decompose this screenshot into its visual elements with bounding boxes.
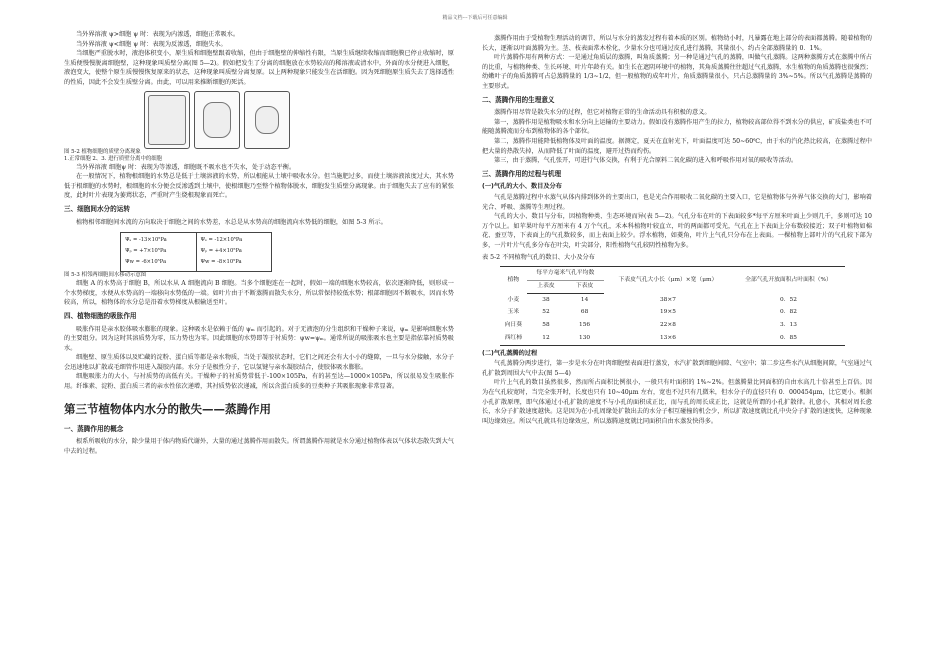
table-cell: 19×5 xyxy=(659,309,676,316)
paragraph: 第一，蒸腾作用是植物吸水和水分向上运输的主要动力。假如没有蒸腾作用产生的拉力，植物较高部位得不到水分的供应，矿质盐类也不可能随蒸腾流而分布到植物体的各个部位。 xyxy=(482,118,872,136)
paragraph: 根系所吸收的水分，除少量用于体内物质代谢外，大量的通过蒸腾作用而散失。所谓蒸腾作用就是水分通过植物体表以气体状态散失到大气中去的过程。 xyxy=(64,438,454,455)
right-column xyxy=(482,34,872,426)
subsection-heading: (一)气孔的大小、数目及分布 xyxy=(482,183,562,191)
paragraph: 气孔的大小、数目与分布，因植物种类、生态环境而异(表 5—2)。气孔分布在叶的下表面较多*每平方厘米叶面上少则几千，多则可达 10 万个以上。如苹果叶每平方厘米有 4 万个气孔，禾本科植物叶较直立，叶的两面都可受光，气孔在上下表面上分布数较接近；双子叶植物如棉花、蚕豆等，下表面上的气孔数较多，而上表面上较少。浮水植物，如菱角，叶片上气孔只分布在上表面。一棵植物上部叶片的气孔较下部为多，一片叶片气孔多分布在叶尖，叶尖部分，阳性植物气孔较阴性植物为多。 xyxy=(482,213,872,249)
table-row xyxy=(500,307,845,320)
paragraph: 第二，蒸腾作用能降低植物体及叶面的温度。据测定，夏天在直射光下，叶面温度可达 50~60℃，由于水的汽化热比较高，在蒸腾过程中把大量的热散失掉，从而降低了叶面的温度，避开过热而灼伤。 xyxy=(482,137,872,155)
section-heading: 二、蒸腾作用的生理意义 xyxy=(482,95,555,104)
paragraph: 细胞 A 的水势高于细胞 B，所以水从 A 细胞流向 B 细胞。当多个细胞连在一起时，假如一端的细胞水势较高，依次逐渐降低，则形成一个水势梯度，水便从水势高的一端移向水势低的一端。如叶片由于不断蒸腾而散失水分，所以常保持较低水势；根部细胞因不断吸水，因而水势较高，所以，植物体的水分总是沿着水势梯度从根输送至叶。 xyxy=(64,280,454,307)
paragraph: 气孔是蒸腾过程中水蒸气从体内排到体外的主要出口，也是光合作用吸收二氧化碳的主要入口，它是植物体与外界气体交换的大门，影响着光合、呼吸、蒸腾等生理过程。 xyxy=(482,193,872,211)
figure-caption: 图 5-3 相邻两细胞间水移动示意图 xyxy=(64,272,147,279)
table-row xyxy=(500,332,845,345)
table-cell: 38×7 xyxy=(659,296,676,303)
paragraph: 当细胞严重脱水时，液泡体积变小，原生质和细胞壁跟着收缩，但由于细胞壁的伸缩性有限，当原生质继续收缩而细胞膜已停止收缩时，原生质便慢慢脱离细胞壁，这种现象叫质壁分离(图 5—2)。假如把发生了分离的细胞放在水势较高的稀溶液或清水中，外面的水分便进入细胞，液泡变大，使整个原生质慢慢恢复原来的状态，这种现象叫质壁分离复原。以上两种现象只能发生在活细胞。因为死细胞原生质失去了选择透性的性质，因此不会发生质壁分离。由此，可以用来推断细胞的死活。 xyxy=(64,50,454,86)
cell-b-water-potential: Ψw = -8×10⁵Pa xyxy=(200,259,242,266)
plasmolysed-cell-drawing xyxy=(244,91,290,149)
table-cell: 58 xyxy=(542,321,550,328)
table-cell: 0．52 xyxy=(780,296,797,303)
table-header-lower: 下表皮 xyxy=(565,280,604,294)
table-cell: 西红柿 xyxy=(500,332,527,345)
paragraph: 植物相邻细胞间水流的方向取决于细胞之间的水势差，水总是从水势高的细胞流向水势低的细胞，如图 5-3 所示。 xyxy=(76,218,387,226)
stomata-table xyxy=(500,266,845,346)
cell-b-box xyxy=(197,233,272,271)
table-header-count: 每平方毫米气孔平均数 xyxy=(527,267,604,281)
table-cell: 3．13 xyxy=(780,321,797,328)
subsection-heading: (二)气孔蒸腾的过程 xyxy=(482,349,538,357)
table-header-plant: 植物 xyxy=(500,267,527,294)
table-header-size: 下表皮气孔大小长（μm）×宽（μm） xyxy=(604,267,732,294)
section-heading: 三、蒸腾作用的过程与机理 xyxy=(482,169,562,178)
table-cell: 52 xyxy=(542,309,550,316)
table-cell: 156 xyxy=(579,321,591,328)
paragraph: 细胞吸胀力的大小，与衬质势的高低有关。干燥种子的衬质势常低于-100×105Pa，有的甚至达—1000×105Pa，所以很易发生吸胀作用。纤维素、淀粉、蛋白质三者的亲水性依次递增，其衬质势依次递减，所以含蛋白质多的豆类种子其吸胀现象非常显著。 xyxy=(64,373,454,391)
table-header-area: 全部气孔开放面积占叶面积（%） xyxy=(732,267,845,294)
paragraph: 叶片蒸腾作用有两种方式：一是通过角质层的蒸腾，叫角质蒸腾；另一种是通过气孔的蒸腾，叫做气孔蒸腾。这两种蒸腾方式在蒸腾中所占的比重，与植物种类、生长环境、叶片年龄有关。如生长在遮阴环境中的植物，其角质蒸腾往往超过气孔蒸腾，水生植物的角质蒸腾也很强烈；幼嫩叶子的角质蒸腾可占总蒸腾量的 1/3~1/2，但一般植物的成年叶片，角质蒸腾量很小，只占总蒸腾量的 3%~5%。所以气孔蒸腾是蒸腾的主要形式。 xyxy=(482,54,872,90)
cell-a-pressure-potential: Ψₚ = +7×10⁵Pa xyxy=(125,248,167,255)
chapter-section-title: 第三节植物体内水分的散失——蒸腾作用 xyxy=(64,401,271,416)
paragraph: 蒸腾作用由于受植物生理活动的调节，所以与水分的蒸发过程有着本质的区别。植物幼小时，凡暴露在地上部分的表面都蒸腾。随着植物的长大，逐渐以叶面蒸腾为主。茎、枝表面常木栓化，少量水分也可通过皮孔进行蒸腾，其量很小，约占全部蒸腾量的 0．1%。 xyxy=(482,35,872,52)
normal-cell-drawing xyxy=(144,91,190,149)
paragraph: 叶片上气孔的数目虽然很多，然而所占面积比例很小，一般只有叶面积的 1%~2%。但蒸腾量比同面积的自由水高几十倍甚至上百倍。因为在气孔较宽时，当完全张开时，长度也只有 10~40μm 左右，宽也不过只有几微米，但水分子的直径只有 0．000454μm，比它更小。根据小孔扩散原理，即气体通过小孔扩散的速度不与小孔的面积成正比，而与孔的周长成正比，这就是所谓的小孔扩散律。扎愈小，其相对周长愈长，水分子扩散速度越快。这是因为在小孔周缘处扩散出去的水分子相互碰撞的机会少，所以扩散速度就比孔中央分子扩散的速度快，这种现象叫边缘效应。所以气孔就具有边缘效应，所以蒸腾速度就比同面积自由水蒸发快得多。 xyxy=(482,379,872,425)
table-cell: 14 xyxy=(580,296,589,303)
table-cell: 0．85 xyxy=(732,332,845,345)
cell-a-box xyxy=(121,233,197,271)
plasmolysing-cell-drawing xyxy=(194,91,240,149)
paragraph: 细胞壁、原生质体以及贮藏的淀粉、蛋白质等都是亲水物质，当处于凝胶状态时，它们之间还会有大小小的缝隙，一旦与水分接触，水分子会迅速地以扩散或毛细管作用进入凝胶内部。水分子是极性分子，它以氢键与亲水凝胶结合，使胶体吸水膨胀。 xyxy=(64,354,454,371)
table-cell: 小麦 xyxy=(507,296,520,303)
paragraph: 在一般情况下，植物根细胞的水势总是低于土壤溶液的水势，所以根能从土壤中吸收水分。但当施肥过多，而使土壤溶液浓度过大，其水势低于根细胞的水势时，根细胞的水分便会反渗透到土壤中，使根细胞乃至整个植物体脱水，细胞发生质壁分离现象。由于细胞失去了应有的紧张度，此时叶片表现为萎蔫状态，严重时产生烧根现象而死亡。 xyxy=(64,173,454,200)
table-cell: 130 xyxy=(565,332,604,345)
cell-b-pressure-potential: Ψₚ = +4×10⁵Pa xyxy=(200,248,242,255)
section-heading: 四、植物细胞的吸胀作用 xyxy=(64,311,137,320)
plasmolysis-figure xyxy=(64,91,454,149)
paragraph: 当外界溶液 ψ<细胞 ψ 时：表现为反渗透，细胞失水。 xyxy=(76,40,227,48)
cell-b-solute-potential: Ψₛ = -12×10⁵Pa xyxy=(200,237,243,244)
paragraph: 第三，由于蒸腾，气孔张开，可进行气体交换，有利于光合原料二氧化碳的进入和呼吸作用对氧的吸收等活动。 xyxy=(494,157,798,165)
table-cell: 22×8 xyxy=(659,321,676,328)
paragraph: 当外界溶液 ψ>细胞 ψ 时：表现为内渗透，细胞正常吸水。 xyxy=(76,31,240,38)
paragraph: 蒸腾作用尽管是散失水分的过程，但它对植物正常的生命活动具有积极的意义。 xyxy=(494,109,711,117)
paragraph: 当外界溶液 细胞ψ 时：表现为等渗透，细胞既不吸水也不失水，处于动态平衡。 xyxy=(76,163,296,171)
table-cell: 玉米 xyxy=(507,309,520,316)
figure-caption: 图 5-2 植物细胞的质壁分离现象 xyxy=(64,148,141,155)
table-row xyxy=(500,319,845,332)
cell-a-solute-potential: Ψₛ = -13×10⁵Pa xyxy=(125,237,167,244)
figure-subcaption: 1.正常细胞 2、3. 进行质壁分离中的细胞 xyxy=(64,155,163,162)
section-heading: 一、蒸腾作用的概念 xyxy=(64,424,124,433)
cell-a-water-potential: Ψw = -6×10⁵Pa xyxy=(125,259,167,266)
left-column xyxy=(64,30,454,456)
table-caption: 表 5-2 不同植物气孔的数目、大小及分布 xyxy=(482,254,595,262)
table-cell: 38 xyxy=(542,296,550,303)
table-cell: 13×6 xyxy=(604,332,732,345)
table-cell: 0．82 xyxy=(780,309,797,316)
table-header-upper: 上表皮 xyxy=(527,280,566,294)
table-cell: 12 xyxy=(527,332,566,345)
table-cell: 68 xyxy=(580,309,589,316)
table-row xyxy=(500,294,845,307)
paragraph: 气孔蒸腾分两步进行，第一步是水分在叶肉细胞壁表面进行蒸发，水汽扩散到细胞间隙、气室中；第二步这些水汽从细胞间隙，气室通过气孔扩散到周围大气中去(图 5—4) xyxy=(482,360,872,377)
section-heading: 三、细胞间水分的运转 xyxy=(64,204,130,213)
table-cell: 向日葵 xyxy=(504,321,523,328)
water-potential-figure xyxy=(120,232,272,272)
page-header: 精品文档---下载后可任意编辑 xyxy=(442,15,508,21)
paragraph: 吸胀作用是亲水胶体吸水膨胀的现象。这种吸水是依赖于低的 ψₘ 而引起的。对于无液泡的分生组织和干燥种子来说，ψₘ 是影响细胞水势的主要组分。因为这时其溶质势为零，压力势也为零。因此细胞的水势即等于衬质势：ψw=ψₘ。通常所说的吸胀吸水也主要是指依靠衬质势吸水。 xyxy=(64,325,454,352)
